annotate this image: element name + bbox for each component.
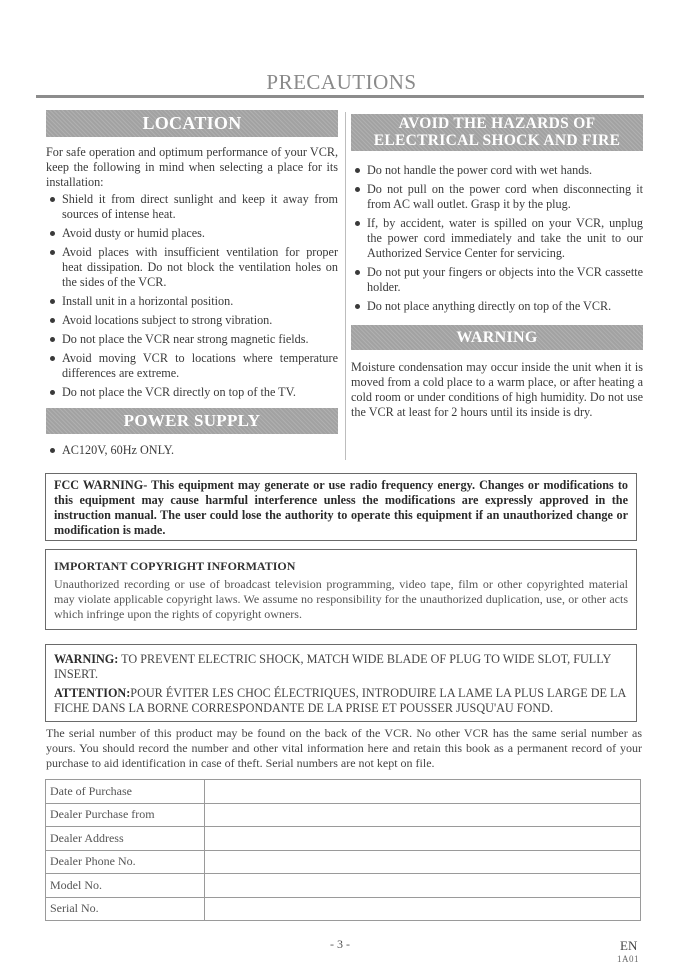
copyright-box	[45, 549, 637, 630]
model-number-field[interactable]	[205, 874, 641, 898]
bullet-icon	[355, 270, 360, 275]
list-item: Do not pull on the power cord when disconnecting it from AC wall outlet. Grasp it by the plug.	[351, 182, 643, 212]
warning-heading: WARNING	[351, 325, 643, 350]
serial-number-field[interactable]	[205, 897, 641, 921]
table-row: Dealer Phone No.	[46, 850, 641, 874]
list-item: AC120V, 60Hz ONLY.	[46, 443, 338, 458]
power-supply-list	[46, 443, 338, 462]
list-item: Avoid moving VCR to locations where temperature differences are extreme.	[46, 351, 338, 381]
date-of-purchase-field[interactable]	[205, 780, 641, 804]
location-list	[46, 192, 338, 404]
table-row: Dealer Address	[46, 827, 641, 851]
page-number: - 3 -	[330, 937, 350, 951]
list-item: Do not place the VCR directly on top of the TV.	[46, 385, 338, 400]
table-row: Serial No.	[46, 897, 641, 921]
list-item: Do not place the VCR near strong magnetic fields.	[46, 332, 338, 347]
bullet-icon	[50, 299, 55, 304]
bullet-icon	[50, 448, 55, 453]
list-item: Do not put your fingers or objects into the VCR cassette holder.	[351, 265, 643, 295]
list-item: If, by accident, water is spilled on your VCR, unplug the power cord immediately and take the unit to our Authorized Service Center for servicing.	[351, 216, 643, 261]
location-intro: For safe operation and optimum performance of your VCR, keep the following in mind when selecting a place for its installation:	[46, 145, 338, 189]
plug-warning-box	[45, 644, 637, 722]
plug-warning-en: WARNING: TO PREVENT ELECTRIC SHOCK, MATCH WIDE BLADE OF PLUG TO WIDE SLOT, FULLY INSERT.	[54, 652, 611, 681]
hazards-heading: AVOID THE HAZARDS OF ELECTRICAL SHOCK AND FIRE	[351, 114, 643, 151]
dealer-purchase-from-field[interactable]	[205, 803, 641, 827]
plug-warning-fr: ATTENTION:POUR ÉVITER LES CHOC ÉLECTRIQUES, INTRODUIRE LA LAME LA PLUS LARGE DE LA FICHE DANS LA BORNE CORRESPONDANTE DE LA PRISE ET POUSSER JUSQU'AU FOND.	[54, 686, 626, 715]
title-divider	[36, 95, 644, 98]
document-code: 1A01	[617, 954, 639, 964]
fcc-warning-box: FCC WARNING- This equipment may generate or use radio frequency energy. Changes or modifications to this equipment may cause harmful interference unless the modifications are expressly approved in the instruction manual. The user could lose the authority to operate this equipment if an unauthorized change or modification is made.	[45, 473, 637, 541]
bullet-icon	[50, 390, 55, 395]
serial-number-info: The serial number of this product may be found on the back of the VCR. No other VCR has the same serial number as yours. You should record the number and other vital information here and retain this book as a permanent record of your purchase to aid identification in case of theft. Serial numbers are not kept on file.	[46, 726, 642, 770]
language-code: EN	[620, 938, 638, 953]
table-row: Model No.	[46, 874, 641, 898]
list-item: Do not handle the power cord with wet hands.	[351, 163, 643, 178]
bullet-icon	[355, 221, 360, 226]
list-item: Avoid locations subject to strong vibration.	[46, 313, 338, 328]
bullet-icon	[355, 187, 360, 192]
page-title: PRECAUTIONS	[266, 70, 417, 94]
table-row: Date of Purchase	[46, 780, 641, 804]
location-heading: LOCATION	[46, 110, 338, 137]
bullet-icon	[50, 197, 55, 202]
bullet-icon	[50, 337, 55, 342]
bullet-icon	[50, 231, 55, 236]
list-item: Avoid places with insufficient ventilation for proper heat dissipation. Do not block the ventilation holes on the sides of the VCR.	[46, 245, 338, 290]
bullet-icon	[50, 250, 55, 255]
purchase-record-table	[45, 779, 641, 921]
list-item: Shield it from direct sunlight and keep it away from sources of intense heat.	[46, 192, 338, 222]
copyright-text: Unauthorized recording or use of broadcast television programming, video tape, film or other copyrighted material may violate applicable copyright laws. We assume no responsibility for the unauthorized duplication, use, or other acts which infringe upon the rights of copyright owners.	[54, 577, 628, 621]
dealer-phone-field[interactable]	[205, 850, 641, 874]
copyright-heading: IMPORTANT COPYRIGHT INFORMATION	[54, 559, 296, 573]
column-divider	[345, 112, 346, 460]
list-item: Do not place anything directly on top of the VCR.	[351, 299, 643, 314]
bullet-icon	[355, 304, 360, 309]
dealer-address-field[interactable]	[205, 827, 641, 851]
table-row: Dealer Purchase from	[46, 803, 641, 827]
warning-text: Moisture condensation may occur inside the unit when it is moved from a cold place to a warm place, or after heating a cold room or under conditions of high humidity. Do not use the VCR at least for 2 hours until its inside is dry.	[351, 360, 643, 419]
list-item: Avoid dusty or humid places.	[46, 226, 338, 241]
bullet-icon	[50, 318, 55, 323]
power-supply-heading: POWER SUPPLY	[46, 408, 338, 434]
list-item: Install unit in a horizontal position.	[46, 294, 338, 309]
bullet-icon	[355, 168, 360, 173]
hazards-list	[351, 163, 643, 318]
bullet-icon	[50, 356, 55, 361]
